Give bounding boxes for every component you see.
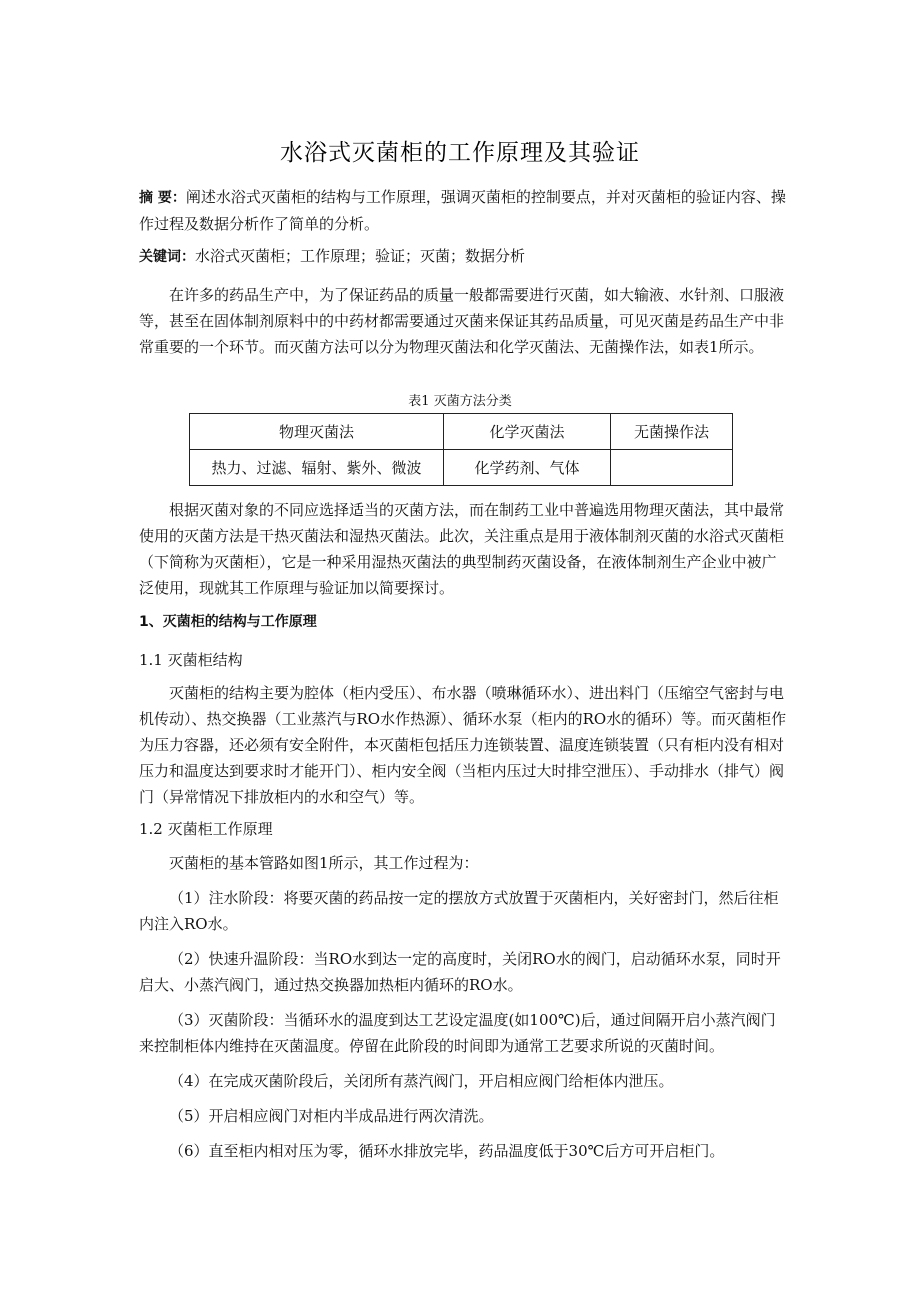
step-item: （2）快速升温阶段：当RO水到达一定的高度时，关闭RO水的阀门，启动循环水泵，同时开启大、小蒸汽阀门，通过热交换器加热柜内循环的RO水。 [139,950,781,994]
abstract-label: 摘 要： [139,190,186,206]
section-1-2-intro: 灭菌柜的基本管路如图1所示，其工作过程为： [169,854,479,872]
table-caption: 表1 灭菌方法分类 [408,394,512,409]
table-header-cell: 物理灭菌法 [190,414,444,450]
table-header-cell: 化学灭菌法 [444,414,611,450]
step-item: （5）开启相应阀门对柜内半成品进行两次清洗。 [169,1107,494,1125]
keywords-text: 水浴式灭菌柜；工作原理；验证；灭菌；数据分析 [195,247,526,265]
step-item: （3）灭菌阶段：当循环水的温度到达工艺设定温度(如100℃)后，通过间隔开启小蒸汽阀门来控制柜体内维持在灭菌温度。停留在此阶段的时间即为通常工艺要求所说的灭菌时间。 [139,1011,776,1055]
abstract [139,184,789,237]
table-cell: 热力、过滤、辐射、紫外、微波 [190,450,444,486]
table-cell: 化学药剂、气体 [444,450,611,486]
table-row [190,450,733,486]
step-item: （4）在完成灭菌阶段后，关闭所有蒸汽阀门，开启相应阀门给柜体内泄压。 [169,1072,674,1090]
section-1-heading: 1、灭菌柜的结构与工作原理 [139,614,317,630]
step-item: （1）注水阶段：将要灭菌的药品按一定的摆放方式放置于灭菌柜内，关好密封门，然后往柜内注入RO水。 [139,889,779,933]
table-cell [611,450,733,486]
keywords-label: 关键词： [139,249,195,265]
step-item: （6）直至柜内相对压为零，循环水排放完毕，药品温度低于30℃后方可开启柜门。 [169,1142,725,1160]
abstract-text: 阐述水浴式灭菌柜的结构与工作原理，强调灭菌柜的控制要点，并对灭菌柜的验证内容、操作过程及数据分析作了简单的分析。 [139,188,786,233]
sterilization-methods-table [189,413,733,486]
section-1-1-heading: 1.1 灭菌柜结构 [139,651,243,669]
section-1-1-paragraph: 灭菌柜的结构主要为腔体（柜内受压）、布水器（喷琳循环水）、进出料门（压缩空气密封与电机传动）、热交换器（工业蒸汽与RO水作热源）、循环水泵（柜内的RO水的循环）等。而灭菌柜作为压力容器，还必须有安全附件，本灭菌柜包括压力连锁装置、温度连锁装置（只有柜内没有相对压力和温度达到要求时才能开门）、柜内安全阀（当柜内压过大时排空泄压）、手动排水（排气）阀门（异常情况下排放柜内的水和空气）等。 [139,684,787,806]
intro-paragraph: 在许多的药品生产中，为了保证药品的质量一般都需要进行灭菌，如大输液、水针剂、口服液等，甚至在固体制剂原料中的中药材都需要通过灭菌来保证其药品质量，可见灭菌是药品生产中非常重要的一个环节。而灭菌方法可以分为物理灭菌法和化学灭菌法、无菌操作法，如表1所示。 [139,286,785,356]
table-header-cell: 无菌操作法 [611,414,733,450]
document-title: 水浴式灭菌柜的工作原理及其验证 [280,140,640,166]
keywords [139,243,789,270]
paragraph-after-table: 根据灭菌对象的不同应选择适当的灭菌方法，而在制药工业中普遍选用物理灭菌法，其中最常使用的灭菌方法是干热灭菌法和湿热灭菌法。此次，关注重点是用于液体制剂灭菌的水浴式灭菌柜（下简称为灭菌柜），它是一种采用湿热灭菌法的典型制药灭菌设备，在液体制剂生产企业中被广泛使用，现就其工作原理与验证加以简要探讨。 [139,501,785,597]
table-header-row [190,414,733,450]
section-1-2-heading: 1.2 灭菌柜工作原理 [139,820,273,838]
